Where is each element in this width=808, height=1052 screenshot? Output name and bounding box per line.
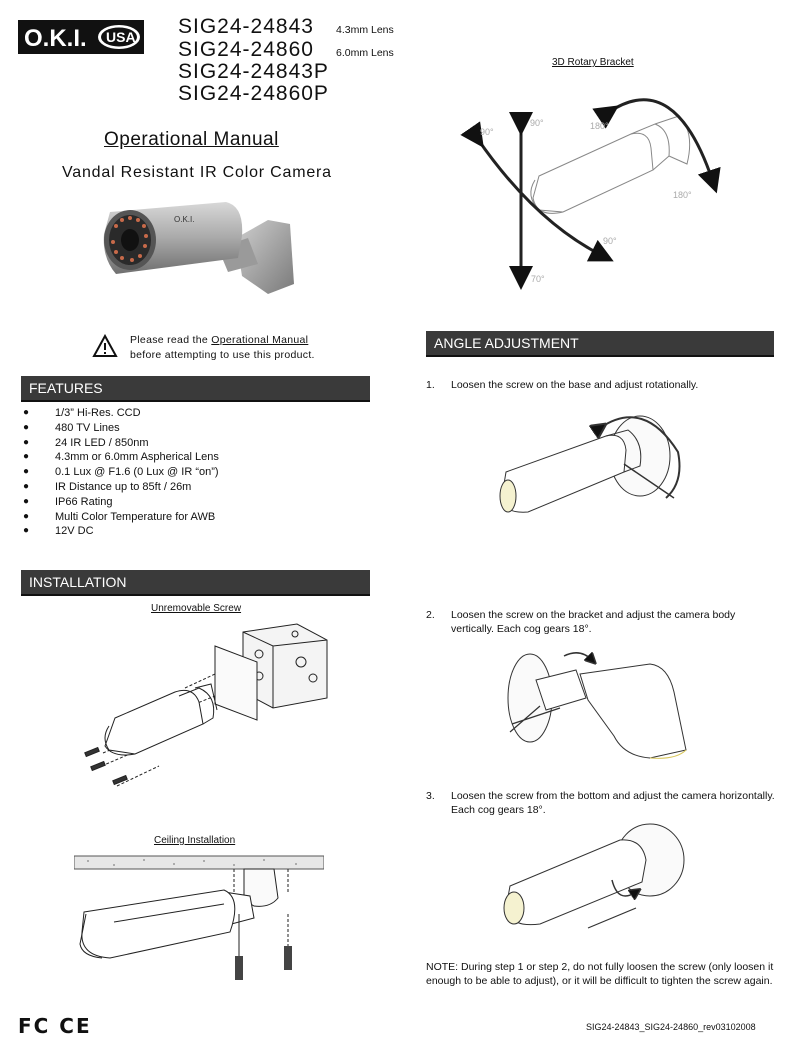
angle-label: 180° — [590, 121, 609, 131]
page-title: Operational Manual — [104, 129, 279, 150]
step-2 — [426, 608, 776, 636]
ceiling-installation-caption: Ceiling Installation — [154, 835, 236, 846]
warning-suffix: before attempting to use this product. — [130, 349, 315, 361]
wall-installation-diagram — [75, 618, 335, 793]
angle-adjustment-header: ANGLE ADJUSTMENT — [426, 331, 774, 357]
step-number: 3. — [426, 790, 435, 802]
step-2-diagram — [500, 640, 690, 762]
step-1 — [426, 378, 776, 392]
document-code: SIG24-24843_SIG24-24860_rev03102008 — [586, 1022, 756, 1032]
model-1: SIG24-24843 — [178, 15, 314, 38]
angle-label: 180° — [673, 190, 692, 200]
installation-header: INSTALLATION — [21, 570, 370, 596]
model-3: SIG24-24843P — [178, 60, 329, 83]
step-text: Loosen the screw from the bottom and adjust the camera horizontally. Each cog gears 18°. — [451, 790, 775, 816]
list-item: ● 4.3mm or 6.0mm Aspherical Lens — [23, 450, 363, 465]
angle-label: 90° — [603, 236, 617, 246]
step-3 — [426, 789, 776, 817]
features-list — [23, 406, 363, 539]
page-subtitle: Vandal Resistant IR Color Camera — [62, 164, 332, 181]
step-3-diagram — [500, 820, 690, 932]
logo-text: O.K.I. — [24, 25, 87, 52]
step-text: Loosen the screw on the bracket and adjust the camera body vertically. Each cog gears 18°. — [451, 609, 736, 635]
oki-logo — [18, 20, 144, 54]
camera-label: O.K.I. — [174, 215, 195, 224]
angle-label: 90° — [480, 127, 494, 137]
camera-photo — [98, 198, 298, 308]
list-item: ● 480 TV Lines — [23, 421, 363, 436]
lens-2: 6.0mm Lens — [336, 47, 394, 59]
step-text: Loosen the screw on the base and adjust rotationally. — [451, 379, 699, 391]
operational-manual-link[interactable]: Operational Manual — [211, 334, 309, 346]
model-4: SIG24-24860P — [178, 82, 329, 105]
note-text: NOTE: During step 1 or step 2, do not fully loosen the screw (only loosen it enough to be able to adjust), or it will be difficult to tighten the screw again. — [426, 961, 774, 987]
list-item: ● Multi Color Temperature for AWB — [23, 510, 363, 525]
angle-label: 70° — [531, 274, 545, 284]
step-1-diagram — [494, 402, 694, 518]
list-item: ● 12V DC — [23, 524, 363, 539]
rotary-bracket-caption: 3D Rotary Bracket — [552, 57, 634, 68]
logo-badge: USA — [106, 29, 136, 45]
warning-text — [130, 333, 315, 363]
lens-1: 4.3mm Lens — [336, 24, 394, 36]
model-2: SIG24-24860 — [178, 38, 314, 61]
angle-label: 90° — [530, 118, 544, 128]
step-number: 1. — [426, 379, 435, 391]
list-item: ● IR Distance up to 85ft / 26m — [23, 480, 363, 495]
ceiling-installation-diagram — [74, 852, 324, 992]
warning-icon — [92, 334, 118, 358]
step-number: 2. — [426, 609, 435, 621]
features-header: FEATURES — [21, 376, 370, 402]
unremovable-screw-caption: Unremovable Screw — [151, 603, 242, 614]
list-item: ● 0.1 Lux @ F1.6 (0 Lux @ IR “on”) — [23, 465, 363, 480]
list-item: ● 1/3” Hi-Res. CCD — [23, 406, 363, 421]
certification-marks — [18, 1014, 92, 1038]
list-item: ● 24 IR LED / 850nm — [23, 436, 363, 451]
list-item: ● IP66 Rating — [23, 495, 363, 510]
warning-prefix: Please read the — [130, 334, 212, 346]
fc-ce-marks: FC CE — [18, 1014, 92, 1038]
rotary-bracket-diagram — [455, 72, 735, 294]
